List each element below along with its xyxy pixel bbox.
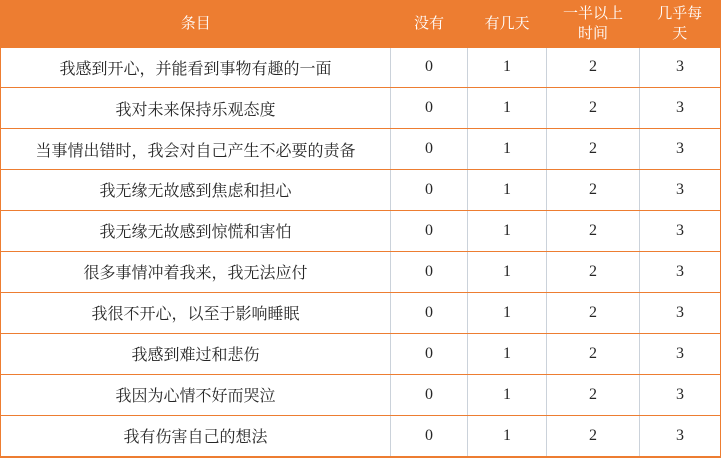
table-row (1, 333, 721, 374)
score-cell: 0 (391, 251, 468, 292)
table-row (1, 88, 721, 129)
score-cell: 2 (547, 333, 640, 374)
score-cell: 0 (391, 129, 468, 170)
score-cell: 0 (391, 374, 468, 415)
score-cell: 2 (547, 169, 640, 210)
score-cell: 0 (391, 88, 468, 129)
header-cell-item: 条目 (1, 1, 391, 48)
score-cell: 3 (640, 292, 721, 333)
table-row (1, 292, 721, 333)
score-cell: 1 (468, 129, 547, 170)
header-cell-more-than-half: 一半以上时间 (547, 1, 640, 48)
score-cell: 3 (640, 333, 721, 374)
item-cell: 我感到开心，并能看到事物有趣的一面 (1, 48, 391, 88)
table-row (1, 415, 721, 457)
score-cell: 3 (640, 88, 721, 129)
score-cell: 2 (547, 292, 640, 333)
score-cell: 3 (640, 374, 721, 415)
score-cell: 3 (640, 415, 721, 457)
table-row (1, 374, 721, 415)
score-cell: 0 (391, 210, 468, 251)
table-row (1, 169, 721, 210)
score-cell: 0 (391, 415, 468, 457)
item-cell: 我无缘无故感到焦虑和担心 (1, 169, 391, 210)
score-cell: 0 (391, 333, 468, 374)
score-cell: 1 (468, 88, 547, 129)
score-cell: 1 (468, 251, 547, 292)
table-body (1, 48, 721, 458)
score-cell: 3 (640, 251, 721, 292)
table-row (1, 48, 721, 88)
score-cell: 2 (547, 129, 640, 170)
item-cell: 我对未来保持乐观态度 (1, 88, 391, 129)
header-cell-none: 没有 (391, 1, 468, 48)
score-cell: 3 (640, 210, 721, 251)
item-cell: 很多事情冲着我来，我无法应付 (1, 251, 391, 292)
score-cell: 0 (391, 292, 468, 333)
score-cell: 1 (468, 48, 547, 88)
table-row (1, 251, 721, 292)
score-cell: 2 (547, 251, 640, 292)
header-row (1, 1, 721, 48)
score-cell: 3 (640, 169, 721, 210)
score-cell: 0 (391, 48, 468, 88)
score-cell: 1 (468, 169, 547, 210)
table-row (1, 210, 721, 251)
score-cell: 3 (640, 48, 721, 88)
item-cell: 我很不开心，以至于影响睡眠 (1, 292, 391, 333)
score-cell: 0 (391, 169, 468, 210)
score-cell: 1 (468, 374, 547, 415)
item-cell: 我无缘无故感到惊慌和害怕 (1, 210, 391, 251)
header-cell-nearly-every-day: 几乎每天 (640, 1, 721, 48)
score-cell: 1 (468, 333, 547, 374)
item-cell: 我有伤害自己的想法 (1, 415, 391, 457)
score-cell: 1 (468, 292, 547, 333)
score-cell: 3 (640, 129, 721, 170)
item-cell: 我感到难过和悲伤 (1, 333, 391, 374)
score-cell: 2 (547, 374, 640, 415)
score-cell: 2 (547, 48, 640, 88)
table-row (1, 129, 721, 170)
score-cell: 1 (468, 210, 547, 251)
score-cell: 2 (547, 88, 640, 129)
score-cell: 2 (547, 210, 640, 251)
score-cell: 2 (547, 415, 640, 457)
item-cell: 我因为心情不好而哭泣 (1, 374, 391, 415)
header-cell-several-days: 有几天 (468, 1, 547, 48)
score-cell: 1 (468, 415, 547, 457)
item-cell: 当事情出错时，我会对自己产生不必要的责备 (1, 129, 391, 170)
